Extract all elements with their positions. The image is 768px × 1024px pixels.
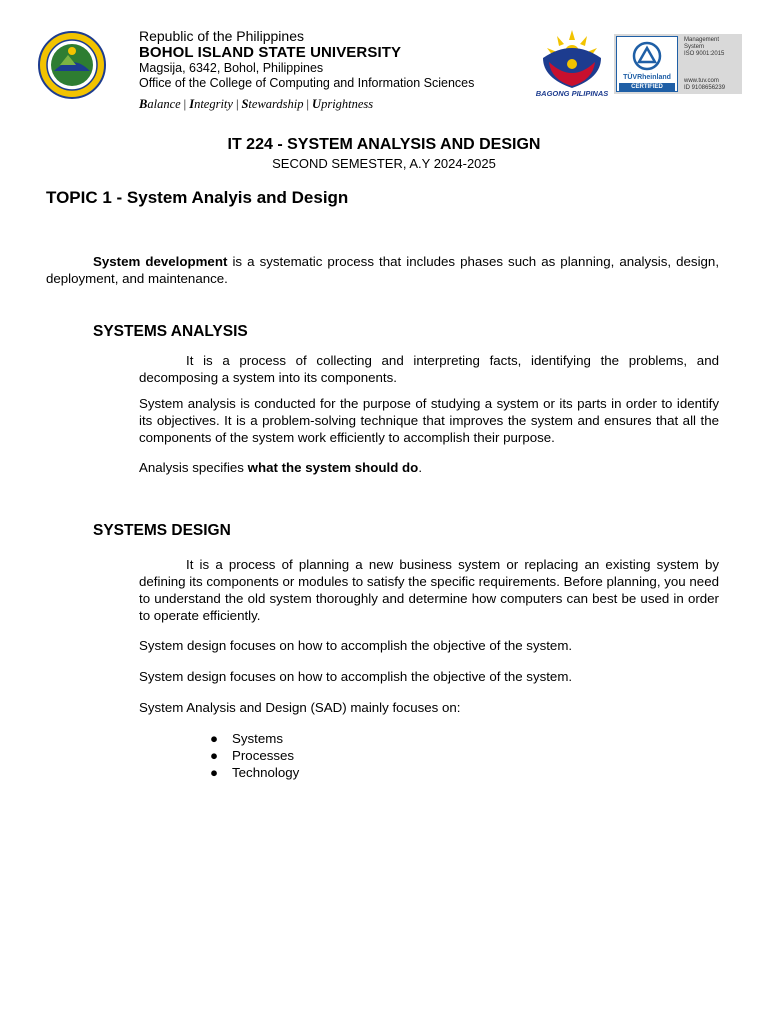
intro-paragraph [46,253,719,287]
analysis-paragraph-2: System analysis is conducted for the purpose of studying a system or its parts in order to identify its objectives. It is a problem-solving technique that improves the system and ensures that all the components of the system work efficiently to accomplish their purpose. [139,396,719,445]
motto-word: ntegrity [194,97,233,111]
systems-analysis-heading: SYSTEMS ANALYSIS [93,323,248,340]
analysis-p3-suffix: . [418,460,423,475]
list-item-label: Processes [232,748,295,763]
tuv-side-line: System [684,44,705,50]
tuv-badge-panel [616,36,678,92]
header-text-block [139,28,519,91]
motto-word: tewardship [248,97,304,111]
analysis-p1-text: It is a process of collecting and interpreting facts, identifying the problems, and decomposing a system into its components. [139,353,719,385]
list-item [210,764,299,781]
analysis-paragraph-3 [139,459,719,476]
course-title: IT 224 - SYSTEM ANALYSIS AND DESIGN [227,136,541,153]
list-item-label: Technology [232,765,300,780]
motto-cap: I [189,97,195,111]
tuv-side-line: Management [684,37,720,43]
motto-separator: | [183,97,187,111]
intro-term: System development [93,254,228,269]
university-name: BOHOL ISLAND STATE UNIVERSITY [139,44,402,61]
bullet-icon: ● [210,731,219,746]
analysis-p3-bold: what the system should do [247,460,419,475]
tuv-triangle-icon [632,41,662,71]
tuv-id: ID 9108656239 [684,85,726,91]
design-paragraph-2: System design focuses on how to accomplish the objective of the system. [139,638,573,653]
list-item [210,730,299,747]
bullet-icon: ● [210,748,219,763]
list-item [210,747,299,764]
design-paragraph-3: System design focuses on how to accomplish the objective of the system. [139,669,573,684]
semester-line: SECOND SEMESTER, A.Y 2024-2025 [272,156,496,171]
office-name: Office of the College of Computing and Information Sciences [139,76,475,90]
motto-cap: B [139,97,148,111]
tuv-iso: ISO 9001:2015 [684,51,725,57]
list-item-label: Systems [232,731,283,746]
bagong-pilipinas-logo [533,28,611,98]
tuv-certified-label: CERTIFIED [619,83,675,91]
design-paragraph-4: System Analysis and Design (SAD) mainly focuses on: [139,700,461,715]
motto-separator: | [306,97,310,111]
motto-cap: U [312,97,322,111]
tuv-brand: TÜVRheinland [623,74,671,81]
intro-text: is a systematic process that includes phases such as planning, analysis, design, deployment, and maintenance. [46,254,720,286]
design-paragraph-1 [139,556,719,624]
systems-design-heading: SYSTEMS DESIGN [93,522,231,539]
topic-heading: TOPIC 1 - System Analyis and Design [46,188,349,207]
university-motto [139,97,373,112]
sad-focus-list [210,730,299,781]
tuv-certification-badge [614,34,742,94]
analysis-paragraph-1 [139,352,719,386]
design-p1-text: It is a process of planning a new business system or replacing an existing system by defining its components or modules to satisfy the specific requirements. Before planning, you need to understand the old system thoroughly and determine how computers can best be used in order to operate efficiently. [139,557,719,623]
university-address: Magsija, 6342, Bohol, Philippines [139,61,324,75]
analysis-p3-prefix: Analysis specifies [139,460,248,475]
bagong-pilipinas-label: BAGONG PILIPINAS [535,89,609,98]
motto-cap: S [241,97,249,111]
motto-word: alance [147,97,181,111]
motto-separator: | [235,97,239,111]
republic-line: Republic of the Philippines [139,28,304,44]
university-seal-logo [38,31,106,99]
tuv-side-text [684,37,742,92]
motto-word: prightness [321,97,374,111]
bullet-icon: ● [210,765,219,780]
tuv-url: www.tuv.com [684,78,719,84]
